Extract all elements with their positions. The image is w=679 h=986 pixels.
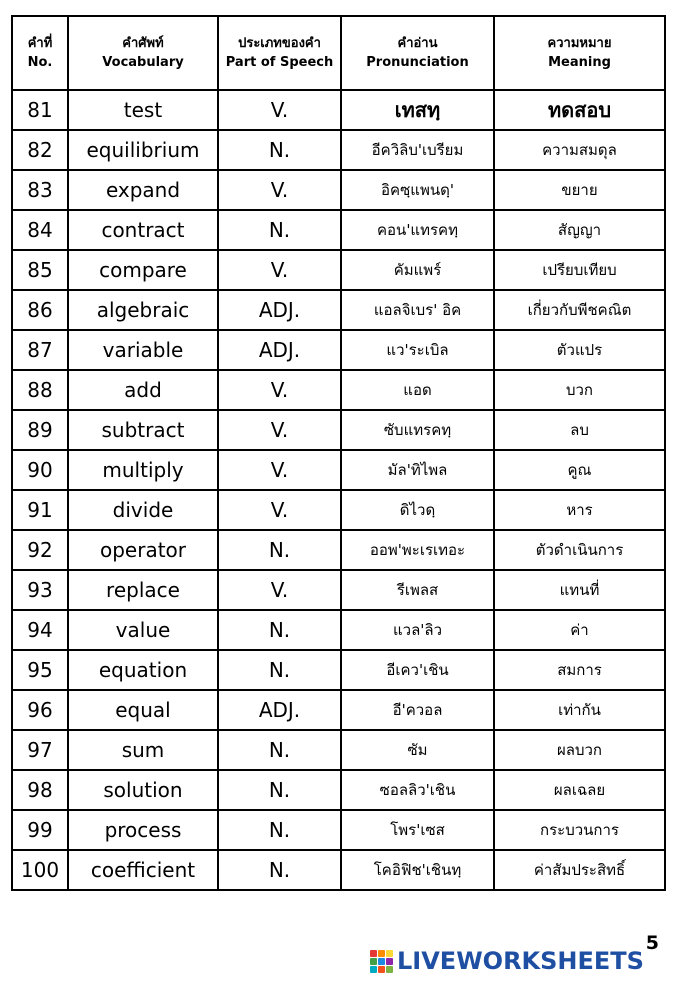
row-meaning: แทนที่: [494, 570, 665, 610]
header-meaning-thai: ความหมาย: [547, 36, 612, 51]
table-row: [12, 250, 665, 290]
row-pronunciation: ออพ'พะเรเทอะ: [341, 530, 494, 570]
row-word: solution: [68, 770, 218, 810]
header-part-of-speech-english: Part of Speech: [225, 55, 334, 70]
row-part-of-speech: V.: [218, 90, 341, 130]
row-word: value: [68, 610, 218, 650]
row-pronunciation: โคอิฟิช'เชินทฺ: [341, 850, 494, 890]
row-number: 93: [12, 570, 68, 610]
table-row: [12, 850, 665, 890]
row-part-of-speech: V.: [218, 450, 341, 490]
header-vocabulary: [68, 16, 218, 90]
logo-tile: [370, 966, 377, 973]
table-row: [12, 330, 665, 370]
table-row: [12, 90, 665, 130]
table-row: [12, 610, 665, 650]
header-number-thai: คำที่: [27, 36, 53, 51]
logo-tile: [378, 966, 385, 973]
header-number: [12, 16, 68, 90]
table-row: [12, 690, 665, 730]
row-meaning: เกี่ยวกับพีชคณิต: [494, 290, 665, 330]
row-pronunciation: โพร'เซส: [341, 810, 494, 850]
row-word: subtract: [68, 410, 218, 450]
row-pronunciation: รีเพลส: [341, 570, 494, 610]
row-part-of-speech: V.: [218, 410, 341, 450]
row-word: process: [68, 810, 218, 850]
row-pronunciation: ดิไวดฺ: [341, 490, 494, 530]
row-part-of-speech: N.: [218, 850, 341, 890]
row-word: variable: [68, 330, 218, 370]
header-meaning-english: Meaning: [548, 55, 611, 70]
row-meaning: ตัวดำเนินการ: [494, 530, 665, 570]
row-part-of-speech: ADJ.: [218, 690, 341, 730]
row-number: 83: [12, 170, 68, 210]
row-word: expand: [68, 170, 218, 210]
row-word: compare: [68, 250, 218, 290]
header-vocabulary-english: Vocabulary: [102, 55, 184, 70]
row-part-of-speech: V.: [218, 250, 341, 290]
table-row: [12, 450, 665, 490]
row-meaning: ลบ: [494, 410, 665, 450]
logo-tile: [386, 966, 393, 973]
header-part-of-speech: [218, 16, 341, 90]
row-number: 87: [12, 330, 68, 370]
row-part-of-speech: N.: [218, 770, 341, 810]
row-pronunciation: แอลจิเบร' อิค: [341, 290, 494, 330]
row-number: 100: [12, 850, 68, 890]
row-number: 94: [12, 610, 68, 650]
logo-tile: [378, 950, 385, 957]
header-vocabulary-thai: คำศัพท์: [122, 36, 164, 51]
row-meaning: สัญญา: [494, 210, 665, 250]
row-part-of-speech: ADJ.: [218, 290, 341, 330]
row-number: 88: [12, 370, 68, 410]
row-pronunciation: คอน'แทรคทฺ: [341, 210, 494, 250]
table-row: [12, 370, 665, 410]
row-pronunciation: อีควิลิบ'เบรียม: [341, 130, 494, 170]
logo-tile: [370, 950, 377, 957]
row-meaning: ทดสอบ: [494, 90, 665, 130]
row-part-of-speech: V.: [218, 170, 341, 210]
row-part-of-speech: N.: [218, 810, 341, 850]
table-row: [12, 170, 665, 210]
row-meaning: บวก: [494, 370, 665, 410]
row-meaning: ความสมดุล: [494, 130, 665, 170]
row-part-of-speech: V.: [218, 370, 341, 410]
table-row: [12, 810, 665, 850]
row-word: sum: [68, 730, 218, 770]
liveworksheets-logo-icon: [370, 950, 393, 973]
row-word: equilibrium: [68, 130, 218, 170]
header-pronunciation-thai: คำอ่าน: [397, 36, 438, 51]
row-part-of-speech: V.: [218, 490, 341, 530]
row-pronunciation: อีเคว'เชิน: [341, 650, 494, 690]
row-pronunciation: แวล'ลิว: [341, 610, 494, 650]
table-row: [12, 770, 665, 810]
row-meaning: คูณ: [494, 450, 665, 490]
row-word: test: [68, 90, 218, 130]
header-pronunciation: [341, 16, 494, 90]
row-number: 98: [12, 770, 68, 810]
logo-tile: [386, 958, 393, 965]
row-part-of-speech: ADJ.: [218, 330, 341, 370]
table-row: [12, 290, 665, 330]
row-meaning: ค่าสัมประสิทธิ์: [494, 850, 665, 890]
row-word: coefficient: [68, 850, 218, 890]
row-number: 85: [12, 250, 68, 290]
table-row: [12, 410, 665, 450]
row-word: replace: [68, 570, 218, 610]
row-meaning: หาร: [494, 490, 665, 530]
liveworksheets-brand: [370, 946, 644, 976]
row-meaning: สมการ: [494, 650, 665, 690]
row-part-of-speech: V.: [218, 570, 341, 610]
row-pronunciation: ซับแทรคทฺ: [341, 410, 494, 450]
row-word: equal: [68, 690, 218, 730]
row-number: 84: [12, 210, 68, 250]
table-row: [12, 730, 665, 770]
table-row: [12, 490, 665, 530]
header-pronunciation-english: Pronunciation: [366, 55, 469, 70]
row-number: 81: [12, 90, 68, 130]
row-number: 95: [12, 650, 68, 690]
row-part-of-speech: N.: [218, 650, 341, 690]
row-meaning: ผลบวก: [494, 730, 665, 770]
row-part-of-speech: N.: [218, 130, 341, 170]
row-number: 96: [12, 690, 68, 730]
header-meaning: [494, 16, 665, 90]
row-part-of-speech: N.: [218, 730, 341, 770]
row-number: 99: [12, 810, 68, 850]
row-word: add: [68, 370, 218, 410]
row-part-of-speech: N.: [218, 530, 341, 570]
row-pronunciation: เทสทฺ: [341, 90, 494, 130]
row-pronunciation: คัมแพร์: [341, 250, 494, 290]
table-header-row: [12, 16, 665, 90]
row-meaning: ตัวแปร: [494, 330, 665, 370]
row-meaning: เท่ากัน: [494, 690, 665, 730]
row-word: multiply: [68, 450, 218, 490]
table-row: [12, 210, 665, 250]
row-pronunciation: ซอลลิว'เชิน: [341, 770, 494, 810]
row-meaning: ขยาย: [494, 170, 665, 210]
page-number: 5: [645, 932, 659, 954]
row-word: algebraic: [68, 290, 218, 330]
row-part-of-speech: N.: [218, 210, 341, 250]
logo-tile: [378, 958, 385, 965]
row-number: 90: [12, 450, 68, 490]
row-number: 82: [12, 130, 68, 170]
row-meaning: ผลเฉลย: [494, 770, 665, 810]
header-number-english: No.: [27, 55, 53, 70]
row-word: contract: [68, 210, 218, 250]
row-part-of-speech: N.: [218, 610, 341, 650]
row-number: 91: [12, 490, 68, 530]
row-word: operator: [68, 530, 218, 570]
row-pronunciation: ซัม: [341, 730, 494, 770]
row-number: 89: [12, 410, 68, 450]
row-meaning: เปรียบเทียบ: [494, 250, 665, 290]
row-word: divide: [68, 490, 218, 530]
row-pronunciation: อี'ควอล: [341, 690, 494, 730]
row-number: 86: [12, 290, 68, 330]
header-part-of-speech-thai: ประเภทของคำ: [238, 36, 321, 51]
row-pronunciation: แอด: [341, 370, 494, 410]
table-row: [12, 130, 665, 170]
table-row: [12, 530, 665, 570]
row-pronunciation: แว'ระเบิล: [341, 330, 494, 370]
row-pronunciation: มัล'ทิไพล: [341, 450, 494, 490]
logo-tile: [370, 958, 377, 965]
table-row: [12, 570, 665, 610]
row-meaning: กระบวนการ: [494, 810, 665, 850]
row-word: equation: [68, 650, 218, 690]
table-row: [12, 650, 665, 690]
row-meaning: ค่า: [494, 610, 665, 650]
row-pronunciation: อิคซฺแพนดฺ': [341, 170, 494, 210]
logo-tile: [386, 950, 393, 957]
vocabulary-table: [11, 15, 666, 891]
row-number: 92: [12, 530, 68, 570]
brand-name: LIVEWORKSHEETS: [397, 947, 644, 975]
row-number: 97: [12, 730, 68, 770]
